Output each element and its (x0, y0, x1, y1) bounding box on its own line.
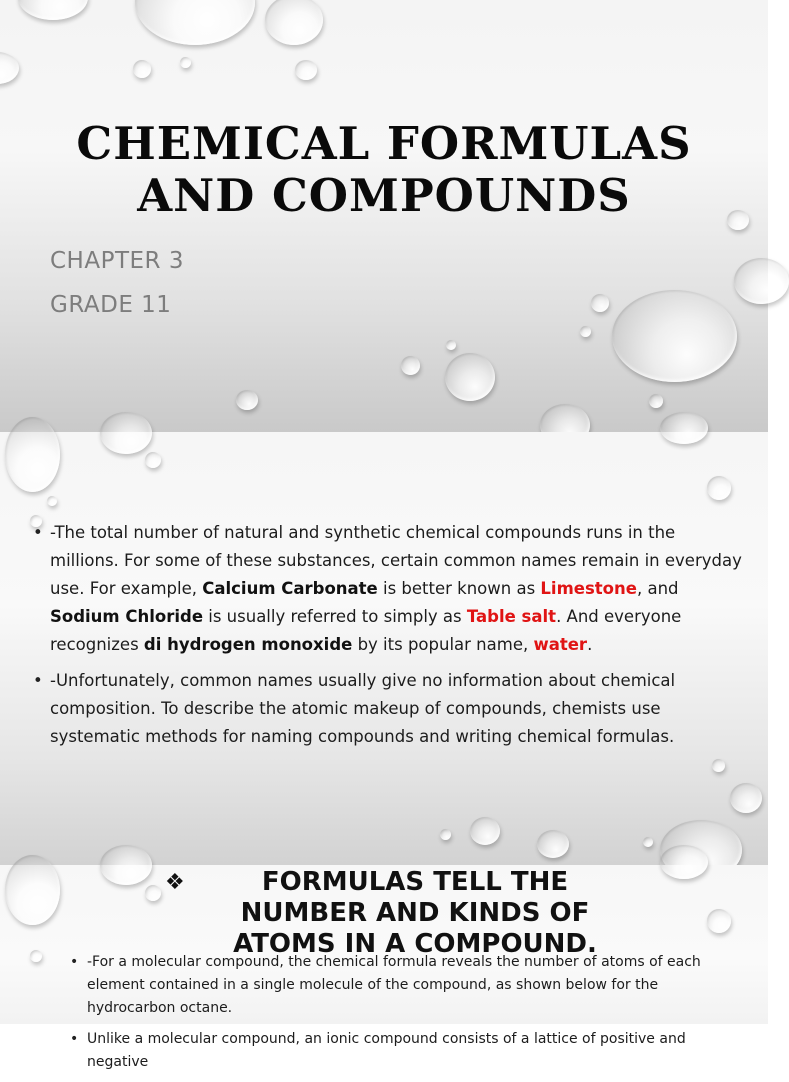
water-drop (5, 855, 60, 925)
slide-title (0, 118, 768, 222)
water-drop (537, 830, 569, 858)
title-line-1: CHEMICAL FORMULAS (76, 117, 692, 170)
chapter-label: CHAPTER 3 (50, 248, 184, 274)
water-drop (100, 845, 152, 885)
water-drop (295, 60, 317, 80)
content-slide-formulas (0, 865, 768, 1070)
bullet-item-ionic-compound: • Unlike a molecular compound, an ionic compound consists of a lattice of positive and negative (70, 1028, 728, 1074)
term-sodium-chloride: Sodium Chloride (50, 607, 204, 626)
heading-text: FORMULAS TELL THE NUMBER AND KINDS OF ATOMS IN A COMPOUND. (233, 867, 597, 959)
title-slide (0, 0, 768, 432)
water-drop (265, 0, 323, 45)
water-drop (47, 496, 57, 506)
content-slide-names (0, 432, 768, 865)
water-drop (707, 909, 731, 933)
term-limestone: Limestone (540, 579, 637, 598)
term-table-salt: Table salt (466, 607, 557, 626)
title-line-2: AND COMPOUNDS (137, 169, 631, 222)
water-drop (18, 0, 88, 20)
water-drop (470, 817, 500, 845)
grade-label: GRADE 11 (50, 292, 172, 318)
water-drop (446, 340, 456, 350)
water-drop (580, 326, 591, 337)
water-drop (145, 452, 161, 468)
bullet-list (33, 519, 746, 759)
water-drop (135, 0, 255, 45)
water-drop (0, 52, 19, 84)
water-drop (145, 885, 161, 901)
water-drop (591, 294, 609, 312)
term-di-hydrogen-monoxide: di hydrogen monoxide (143, 635, 353, 654)
term-water: water (533, 635, 588, 654)
water-drop (707, 476, 731, 500)
water-drop (649, 394, 663, 408)
water-drop (734, 258, 789, 304)
water-drop (5, 417, 60, 492)
water-drop (712, 759, 725, 772)
water-drop (660, 412, 708, 444)
water-drop (180, 57, 191, 68)
term-calcium-carbonate: Calcium Carbonate (202, 579, 378, 598)
water-drop (100, 412, 152, 454)
water-drop (440, 829, 451, 840)
bullet-list (70, 951, 728, 1082)
water-drop (445, 353, 495, 401)
water-drop (236, 390, 258, 410)
bullet-item-systematic-naming: • -Unfortunately, common names usually give no information about chemical composition. To describe the atomic makeup of compounds, chemists use systematic methods for naming compounds and writing chemical formulas. (33, 667, 746, 751)
bullet-item-common-names: • -The total number of natural and synthetic chemical compounds runs in the millions. For some of these substances, certain common names remain in everyday use. For example, Calcium Carbonate is better known as Limestone, and Sodium Chloride is usually referred to simply as Table salt. And everyone recognizes di hydrogen monoxide by its popular name, water. (33, 519, 746, 659)
diamond-bullet-icon: ❖ (165, 870, 185, 895)
slide-heading (165, 867, 665, 960)
water-drop (660, 845, 708, 879)
water-drop (133, 60, 151, 78)
bullet-item-molecular-compound: • -For a molecular compound, the chemical formula reveals the number of atoms of each element contained in a single molecule of the compound, as shown below for the hydrocarbon octane. (70, 951, 728, 1020)
water-drop (730, 783, 762, 813)
water-drop (612, 290, 737, 382)
water-drop (643, 837, 653, 847)
water-drop (30, 950, 42, 962)
water-drop (401, 356, 420, 375)
